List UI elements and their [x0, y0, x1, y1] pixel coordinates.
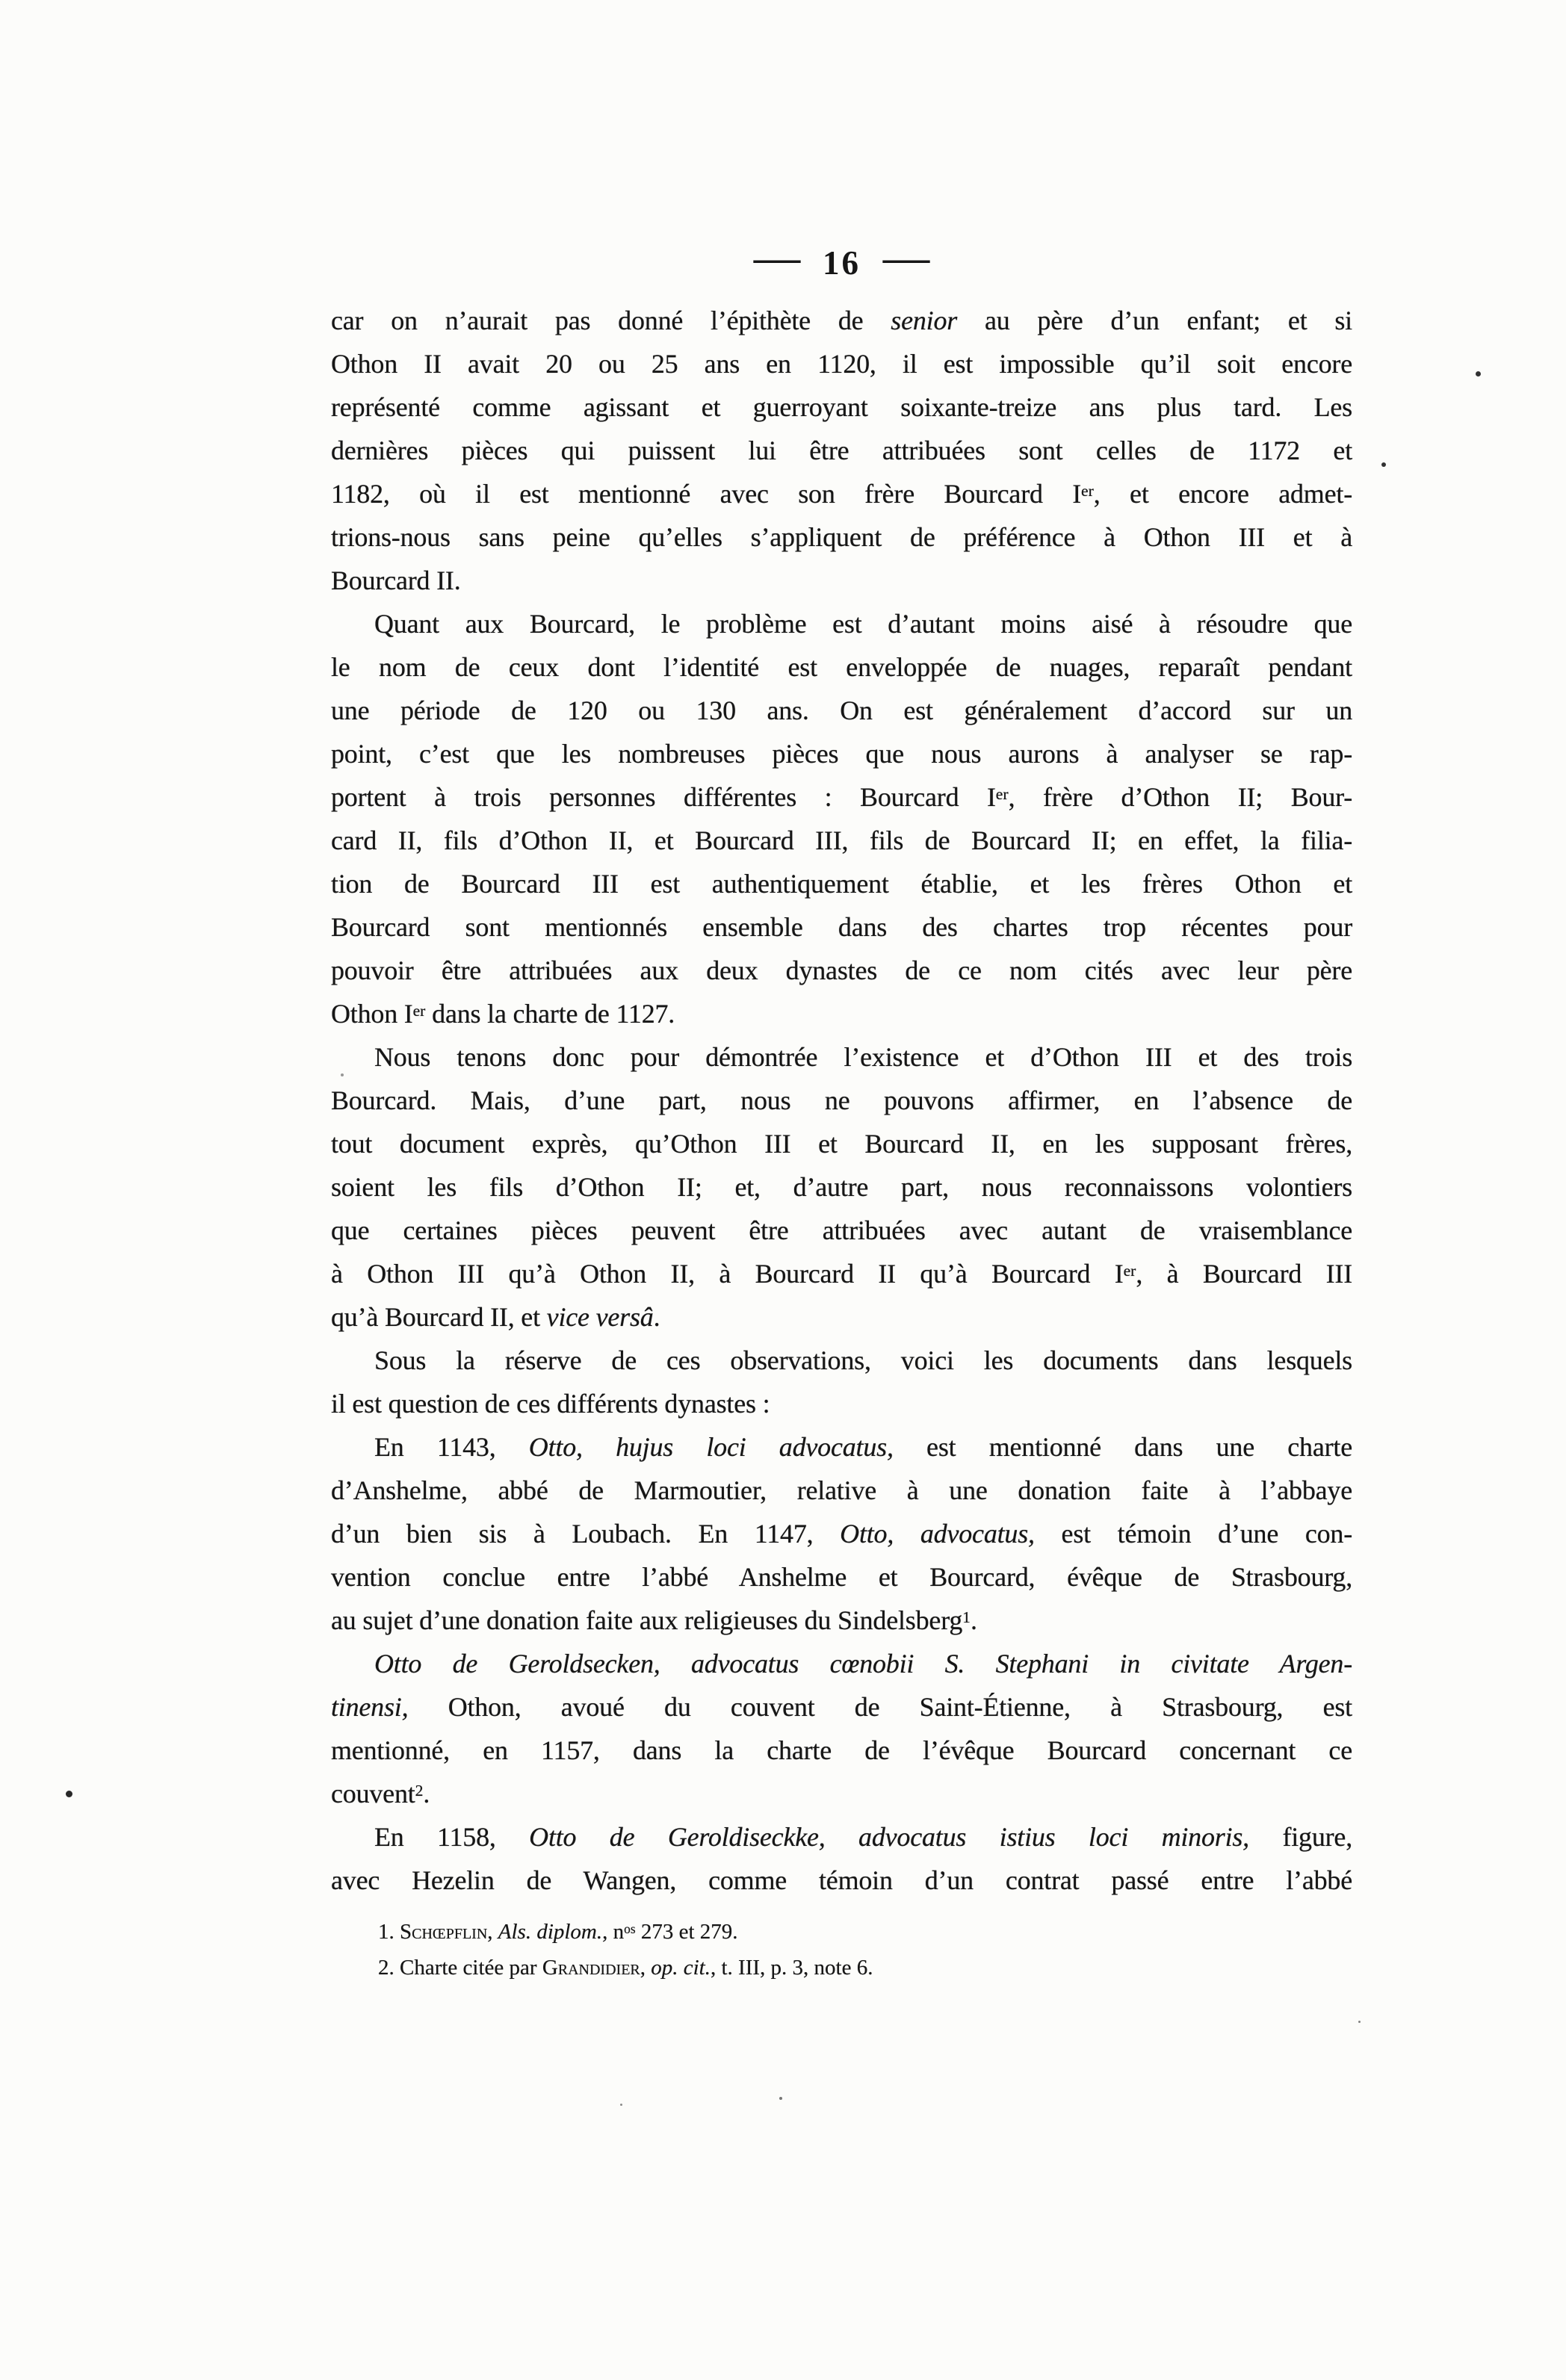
text-segment: car on n’aurait pas donné l’épithète de: [331, 306, 891, 335]
page-header: [331, 236, 1352, 282]
text-line: [331, 819, 1352, 862]
text-segment: ,: [487, 1920, 498, 1944]
text-segment: vice versâ: [546, 1302, 654, 1332]
text-segment: 273 et 279.: [635, 1920, 738, 1944]
text-line: [331, 342, 1352, 385]
text-segment: , n: [602, 1920, 625, 1944]
text-segment: tion de Bourcard III est authentiquement établie, et les frères Othon et: [331, 869, 1352, 899]
page-number: 16: [823, 244, 861, 282]
text-segment: soient les fils d’Othon II; et, d’autre part, nous reconnaissons volontiers: [331, 1172, 1352, 1202]
text-line: [331, 1729, 1352, 1772]
text-segment: le nom de ceux dont l’identité est enveloppée de nuages, reparaît pendant: [331, 652, 1352, 682]
text-segment: au sujet d’une donation faite aux religieuses du Sindelsberg: [331, 1605, 963, 1635]
text-line: [331, 1815, 1352, 1859]
text-segment: Nous tenons donc pour démontrée l’existence et d’Othon III et des trois: [374, 1042, 1352, 1072]
text-line: [331, 992, 1352, 1035]
paragraph: [331, 1642, 1352, 1815]
text-segment: er: [412, 1001, 426, 1020]
text-line: [331, 645, 1352, 689]
text-segment: pouvoir être attribuées aux deux dynastes de ce nom cités avec leur père: [331, 955, 1352, 985]
text-line: [331, 775, 1352, 819]
text-segment: 2. Charte citée par: [378, 1956, 542, 1980]
text-segment: à Othon III qu’à Othon II, à Bourcard II qu’à Bourcard I: [331, 1259, 1124, 1289]
text-line: [331, 602, 1352, 645]
text-segment: Quant aux Bourcard, le problème est d’autant moins aisé à résoudre que: [374, 609, 1352, 639]
text-segment: dans la charte de 1127.: [425, 999, 675, 1029]
text-segment: avec Hezelin de Wangen, comme témoin d’un contrat passé entre l’abbé: [331, 1865, 1352, 1895]
text-segment: Otto, hujus loci advocatus,: [528, 1432, 894, 1462]
paragraph: [331, 1425, 1352, 1642]
text-line: [331, 905, 1352, 949]
text-line: [331, 1252, 1352, 1295]
text-segment: d’un bien sis à Loubach. En 1147,: [331, 1519, 841, 1549]
text-segment: os: [624, 1921, 636, 1936]
text-segment: au père d’un enfant; et si: [957, 306, 1352, 335]
text-line: [331, 1079, 1352, 1122]
text-segment: dernières pièces qui puissent lui être attribuées sont celles de 1172 et: [331, 436, 1352, 465]
text-line: [331, 1642, 1352, 1685]
text-line: [331, 1599, 1352, 1642]
text-segment: senior: [891, 306, 958, 335]
text-segment: 1.: [378, 1920, 400, 1944]
text-segment: ,: [640, 1956, 652, 1980]
text-segment: card II, fils d’Othon II, et Bourcard III, fils de Bourcard II; en effet, la filia-: [331, 825, 1352, 855]
text-line: [331, 515, 1352, 559]
text-segment: que certaines pièces peuvent être attribuées avec autant de vraisemblance: [331, 1215, 1352, 1245]
text-segment: Schœpflin: [400, 1920, 488, 1944]
text-line: [331, 299, 1352, 342]
text-segment: tout document exprès, qu’Othon III et Bourcard II, en les supposant frères,: [331, 1129, 1352, 1159]
text-line: [331, 1469, 1352, 1512]
text-segment: 1182, où il est mentionné avec son frère Bourcard I: [331, 479, 1082, 509]
text-segment: Otto de Geroldsecken, advocatus cœnobii S. Stephani in civitate Argen-: [374, 1649, 1352, 1679]
text-line: [331, 472, 1352, 515]
text-line: [331, 1772, 1352, 1815]
text-line: [331, 949, 1352, 992]
text-line: [331, 1555, 1352, 1599]
text-segment: est mentionné dans une charte: [893, 1432, 1352, 1462]
scan-speck: [66, 1791, 72, 1797]
text-segment: Als. diplom.: [498, 1920, 603, 1944]
paragraph: [331, 1339, 1352, 1425]
text-line: [331, 732, 1352, 775]
footnote: [331, 1950, 1352, 1986]
text-segment: figure,: [1249, 1822, 1353, 1852]
text-segment: .: [653, 1302, 660, 1332]
text-segment: Othon II avait 20 ou 25 ans en 1120, il est impossible qu’il soit encore: [331, 349, 1352, 379]
text-segment: représenté comme agissant et guerroyant soixante-treize ans plus tard. Les: [331, 392, 1352, 422]
text-segment: Bourcard sont mentionnés ensemble dans des chartes trop récentes pour: [331, 912, 1352, 942]
text-segment: portent à trois personnes différentes : Bourcard I: [331, 782, 996, 812]
paragraph: [331, 1035, 1352, 1339]
paragraph: [331, 602, 1352, 1035]
text-segment: .: [970, 1605, 977, 1635]
text-segment: er: [1081, 481, 1094, 500]
text-segment: Sous la réserve de ces observations, voici les documents dans lesquels: [374, 1345, 1352, 1375]
text-segment: En 1143,: [374, 1432, 529, 1462]
text-segment: 1: [962, 1608, 971, 1626]
text-segment: Bourcard. Mais, d’une part, nous ne pouvons affirmer, en l’absence de: [331, 1085, 1352, 1115]
text-line: [331, 385, 1352, 429]
text-line: [331, 1382, 1352, 1425]
text-segment: Grandidier: [542, 1956, 640, 1980]
text-line: [331, 559, 1352, 602]
text-line: [331, 1035, 1352, 1079]
text-segment: couvent: [331, 1779, 415, 1809]
text-line: [331, 429, 1352, 472]
text-segment: , t. III, p. 3, note 6.: [711, 1956, 873, 1980]
text-segment: En 1158,: [374, 1822, 530, 1852]
header-dash-right: —: [882, 237, 930, 279]
paragraph: [331, 299, 1352, 602]
text-segment: , et encore admet-: [1093, 479, 1352, 509]
text-segment: , à Bourcard III: [1136, 1259, 1352, 1289]
text-segment: point, c’est que les nombreuses pièces que nous aurons à analyser se rap-: [331, 739, 1352, 769]
text-segment: mentionné, en 1157, dans la charte de l’évêque Bourcard concernant ce: [331, 1735, 1352, 1765]
text-line: [331, 1859, 1352, 1902]
scan-speck: [1381, 462, 1386, 467]
text-segment: Bourcard II.: [331, 565, 461, 595]
text-block: [331, 299, 1352, 1902]
text-segment: vention conclue entre l’abbé Anshelme et Bourcard, évêque de Strasbourg,: [331, 1562, 1352, 1592]
text-segment: Otto, advocatus,: [840, 1519, 1035, 1549]
text-line: [331, 689, 1352, 732]
text-line: [331, 1295, 1352, 1339]
text-segment: qu’à Bourcard II, et: [331, 1302, 547, 1332]
text-line: [331, 1165, 1352, 1209]
text-segment: , frère d’Othon II; Bour-: [1008, 782, 1352, 812]
scan-speck: [779, 2097, 782, 2100]
text-line: [331, 1425, 1352, 1469]
scan-speck: [1358, 2021, 1361, 2023]
scan-speck: [620, 2104, 622, 2106]
text-line: [331, 1512, 1352, 1555]
text-segment: Otto de Geroldiseckke, advocatus istius loci minoris,: [529, 1822, 1249, 1852]
text-segment: il est question de ces différents dynastes :: [331, 1389, 770, 1419]
footnotes: [331, 1914, 1352, 1986]
text-segment: 2: [415, 1781, 424, 1800]
text-line: [331, 1122, 1352, 1165]
scan-speck: [1476, 371, 1481, 376]
text-line: [331, 1685, 1352, 1729]
text-segment: er: [995, 784, 1009, 803]
text-line: [331, 862, 1352, 905]
text-segment: Othon, avoué du couvent de Saint-Étienne, à Strasbourg, est: [408, 1692, 1352, 1722]
scan-speck: [341, 1073, 344, 1076]
text-segment: op. cit.: [651, 1956, 711, 1980]
paragraph: [331, 1815, 1352, 1902]
footnote: [331, 1914, 1352, 1950]
text-segment: er: [1123, 1261, 1136, 1280]
text-segment: .: [423, 1779, 430, 1809]
text-segment: d’Anshelme, abbé de Marmoutier, relative à une donation faite à l’abbaye: [331, 1475, 1352, 1505]
text-segment: une période de 120 ou 130 ans. On est généralement d’accord sur un: [331, 695, 1352, 725]
text-line: [331, 1339, 1352, 1382]
text-line: [331, 1209, 1352, 1252]
text-segment: Othon I: [331, 999, 413, 1029]
text-segment: tinensi,: [331, 1692, 409, 1722]
text-segment: trions-nous sans peine qu’elles s’appliquent de préférence à Othon III et à: [331, 522, 1352, 552]
text-segment: est témoin d’une con-: [1034, 1519, 1352, 1549]
header-dash-left: —: [753, 237, 801, 279]
